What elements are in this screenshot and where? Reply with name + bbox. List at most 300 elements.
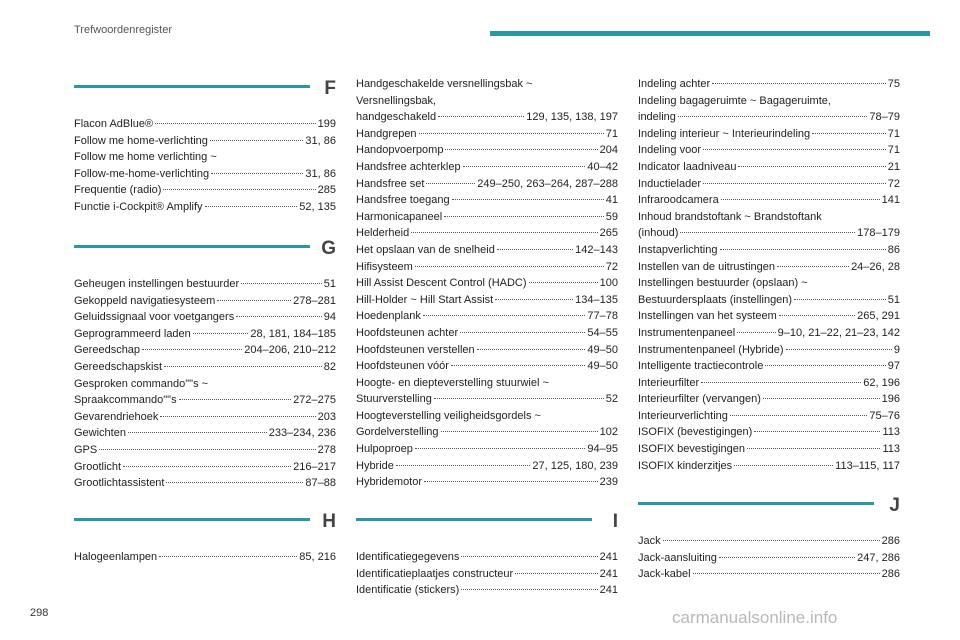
dot-leader	[411, 232, 597, 233]
section-rule	[638, 502, 874, 505]
dot-leader	[396, 465, 530, 466]
index-entry	[356, 325, 618, 342]
entry-pages: 78–79	[869, 111, 900, 124]
index-entry	[74, 475, 336, 492]
index-entry	[638, 533, 900, 550]
entry-pages: 286	[881, 535, 900, 547]
entry-pages: 204	[599, 144, 618, 157]
entry-pages: 94–95	[587, 443, 618, 456]
entry-term: Grootlicht	[74, 460, 122, 473]
entry-term: Identificatiegegevens	[356, 551, 460, 563]
dot-leader	[763, 398, 880, 399]
entry-term: Hybridemotor	[356, 476, 423, 489]
dot-leader	[241, 283, 322, 284]
dot-leader	[452, 199, 604, 200]
entry-term: ISOFIX (bevestigingen)	[638, 426, 753, 439]
entry-pages: 41	[605, 194, 618, 207]
index-entry	[638, 358, 900, 375]
entry-term: Spraakcommando""s	[74, 394, 177, 407]
index-entry	[356, 209, 618, 226]
dot-leader	[663, 540, 880, 541]
index-entry	[638, 109, 900, 126]
entry-pages: 77–78	[587, 310, 618, 323]
dot-leader	[703, 183, 886, 184]
index-entry	[356, 391, 618, 408]
dot-leader	[678, 116, 867, 117]
entry-pages: 9–10, 21–22, 21–23, 142	[777, 326, 900, 339]
dot-leader	[738, 166, 885, 167]
dot-leader	[703, 149, 886, 150]
dot-leader	[205, 206, 298, 207]
index-entry	[638, 159, 900, 176]
entry-term: Instrumentenpaneel	[638, 326, 736, 339]
entry-pages: 239	[599, 476, 618, 489]
entry-pages: 141	[881, 194, 900, 207]
watermark: carmanualsonline.info	[672, 608, 838, 627]
entry-term: Interieurverlichting	[638, 409, 728, 422]
dot-leader	[461, 556, 597, 557]
index-entry	[356, 582, 618, 599]
entry-pages: 113	[882, 426, 900, 439]
index-entry	[356, 375, 618, 392]
entry-term: Indeling interieur ~ Interieurindeling	[638, 127, 811, 140]
entry-term: Interieurfilter	[638, 376, 700, 389]
entry-term: Halogeenlampen	[74, 551, 158, 563]
entry-term: Handsfree set	[356, 177, 425, 190]
entry-term: handgeschakeld	[356, 111, 437, 124]
entries-i-continued	[638, 76, 900, 474]
entry-pages: 51	[323, 278, 336, 290]
index-entry	[74, 459, 336, 476]
entry-pages: 178–179	[857, 227, 900, 240]
dot-leader	[179, 399, 292, 400]
entry-term: Handopvoerpomp	[356, 144, 444, 157]
index-entry	[638, 441, 900, 458]
entry-pages: 31, 86	[305, 167, 336, 180]
index-entry	[356, 342, 618, 359]
index-entry	[638, 76, 900, 93]
entry-pages: 113	[882, 443, 900, 456]
entry-term: Versnellingsbak,	[356, 94, 437, 107]
section-letter-f: F	[324, 78, 336, 99]
index-column-2b	[356, 511, 618, 599]
entry-pages: 52	[605, 393, 618, 406]
dot-leader	[438, 116, 524, 117]
entry-pages: 52, 135	[299, 200, 336, 213]
dot-leader	[434, 398, 604, 399]
entry-pages: 86	[887, 243, 900, 256]
dot-leader	[719, 557, 855, 558]
dot-leader	[193, 333, 249, 334]
index-entry	[356, 126, 618, 143]
index-entry	[356, 176, 618, 193]
dot-leader	[211, 173, 303, 174]
entry-term: Gordelverstelling	[356, 426, 439, 439]
entries-f	[74, 116, 336, 216]
index-entry	[74, 166, 336, 183]
dot-leader	[754, 431, 880, 432]
entry-pages: 59	[605, 210, 618, 223]
index-entry	[638, 325, 900, 342]
entry-term: Hoedenplank	[356, 310, 421, 323]
entry-pages: 72	[887, 177, 900, 190]
entry-pages: 28, 181, 184–185	[250, 327, 336, 340]
entry-pages: 31, 86	[305, 134, 336, 147]
section-rule	[356, 518, 592, 521]
dot-leader	[779, 315, 855, 316]
entry-pages: 102	[599, 426, 618, 439]
dot-leader	[415, 266, 604, 267]
entry-pages: 71	[887, 127, 900, 140]
entry-pages: 129, 135, 138, 197	[526, 111, 618, 124]
entry-pages: 278	[317, 443, 336, 456]
index-entry	[74, 182, 336, 199]
entry-term: Hoofdsteunen achter	[356, 326, 459, 339]
index-entry	[638, 408, 900, 425]
dot-leader	[217, 300, 291, 301]
dot-leader	[166, 482, 303, 483]
entry-pages: 233–234, 236	[268, 427, 336, 440]
entry-term: Geprogrammeerd laden	[74, 327, 191, 340]
entry-term: Handgeschakelde versnellingsbak ~	[356, 78, 533, 90]
entry-term: Instellingen bestuurder (opslaan) ~	[638, 277, 808, 290]
entry-pages: 87–88	[305, 477, 336, 490]
section-letter-h: H	[322, 511, 336, 532]
dot-leader	[786, 349, 892, 350]
entries-i	[356, 549, 618, 599]
entry-term: Infraroodcamera	[638, 194, 719, 207]
entry-pages: 51	[887, 293, 900, 306]
index-column-1	[74, 78, 336, 216]
entry-term: Jack	[638, 535, 661, 547]
entry-term: indeling	[638, 111, 676, 124]
entry-pages: 54–55	[587, 326, 618, 339]
section-rule	[74, 518, 310, 521]
index-entry	[74, 342, 336, 359]
entry-pages: 247, 286	[857, 551, 900, 564]
section-header-f	[74, 78, 336, 112]
entry-pages: 204–206, 210–212	[244, 344, 336, 357]
entry-term: Het opslaan van de snelheid	[356, 243, 495, 256]
dot-leader	[423, 315, 586, 316]
entry-term: Indeling voor	[638, 144, 701, 157]
entries-j	[638, 533, 900, 583]
entries-h-continued	[356, 76, 618, 491]
index-entry	[356, 159, 618, 176]
entry-term: Indeling bagageruimte ~ Bagageruimte,	[638, 94, 831, 107]
section-letter-i: I	[612, 511, 618, 532]
index-entry	[74, 409, 336, 426]
entry-pages: 286	[881, 568, 900, 581]
entry-pages: 241	[599, 584, 618, 597]
index-column-3	[638, 72, 900, 474]
entry-term: Follow-me-home-verlichting	[74, 167, 210, 180]
entry-pages: 21	[887, 160, 900, 173]
dot-leader	[163, 189, 315, 190]
index-entry	[356, 76, 618, 93]
entry-term: Gewichten	[74, 427, 126, 440]
index-entry	[356, 408, 618, 425]
dot-leader	[99, 449, 315, 450]
dot-leader	[765, 365, 885, 366]
dot-leader	[463, 166, 586, 167]
entry-term: Hifisysteem	[356, 260, 413, 273]
dot-leader	[142, 349, 242, 350]
section-header-h	[74, 511, 336, 545]
index-entry	[638, 424, 900, 441]
index-column-3b	[638, 495, 900, 583]
entry-term: Stuurverstelling	[356, 393, 432, 406]
index-entry	[638, 342, 900, 359]
entry-term: Functie i-Cockpit® Amplify	[74, 200, 203, 213]
entries-h	[74, 549, 336, 566]
entry-term: Helderheid	[356, 227, 410, 240]
page-number: 298	[30, 607, 49, 619]
dot-leader	[444, 216, 604, 217]
dot-leader	[721, 199, 880, 200]
dot-leader	[720, 249, 886, 250]
entry-pages: 71	[605, 127, 618, 140]
dot-leader	[495, 299, 573, 300]
entry-term: Instrumentenpaneel (Hybride)	[638, 343, 784, 356]
entry-pages: 82	[323, 360, 336, 373]
entry-term: Jack-kabel	[638, 568, 691, 581]
entry-pages: 196	[881, 393, 900, 406]
index-entry	[638, 259, 900, 276]
index-entry	[638, 292, 900, 309]
dot-leader	[419, 133, 604, 134]
entry-term: Instapverlichting	[638, 243, 718, 256]
entry-pages: 72	[605, 260, 618, 273]
entry-pages: 216–217	[293, 460, 336, 473]
entry-term: Instellingen van het systeem	[638, 310, 777, 323]
section-rule	[74, 245, 310, 248]
dot-leader	[445, 149, 597, 150]
dot-leader	[730, 415, 868, 416]
index-column-1b	[74, 238, 336, 492]
entry-term: Intelligente tractiecontrole	[638, 360, 764, 373]
index-entry	[638, 225, 900, 242]
index-entry	[638, 176, 900, 193]
index-entry	[356, 441, 618, 458]
index-entry	[74, 326, 336, 343]
entry-term: Hoogte- en diepteverstelling stuurwiel ~	[356, 376, 549, 389]
entry-pages: 62, 196	[863, 376, 900, 389]
entries-g	[74, 276, 336, 492]
entry-pages: 49–50	[587, 360, 618, 373]
entry-term: Geheugen instellingen bestuurder	[74, 278, 240, 290]
entry-term: Handgrepen	[356, 127, 417, 140]
entry-pages: 265, 291	[857, 310, 900, 323]
entry-term: Follow me home-verlichting	[74, 134, 208, 147]
entry-term: Indeling achter	[638, 78, 711, 90]
dot-leader	[128, 432, 267, 433]
running-header-title: Trefwoordenregister	[74, 24, 173, 36]
entry-term: (inhoud)	[638, 227, 679, 240]
index-entry	[638, 458, 900, 475]
index-entry	[638, 192, 900, 209]
dot-leader	[794, 299, 886, 300]
dot-leader	[734, 465, 833, 466]
entry-pages: 24–26, 28	[851, 260, 900, 273]
dot-leader	[515, 573, 597, 574]
entry-term: Jack-aansluiting	[638, 551, 717, 564]
index-entry	[74, 293, 336, 310]
entry-term: Gekoppeld navigatiesysteem	[74, 294, 216, 307]
index-entry	[356, 109, 618, 126]
index-entry	[74, 425, 336, 442]
dot-leader	[529, 282, 598, 283]
index-entry	[638, 126, 900, 143]
entry-pages: 203	[317, 410, 336, 423]
entry-pages: 75–76	[869, 409, 900, 422]
section-letter-g: G	[321, 238, 336, 259]
index-entry	[74, 549, 336, 566]
entry-term: ISOFIX kinderzitjes	[638, 459, 733, 472]
entry-pages: 265	[599, 227, 618, 240]
index-entry	[356, 292, 618, 309]
entry-term: Gevarendriehoek	[74, 410, 159, 423]
entry-term: Gereedschap	[74, 344, 141, 357]
index-entry	[638, 550, 900, 567]
entry-term: Identificatieplaatjes constructeur	[356, 567, 514, 580]
dot-leader	[712, 83, 886, 84]
entry-pages: 40–42	[587, 160, 618, 173]
entry-term: Hill Assist Descent Control (HADC)	[356, 277, 527, 290]
dot-leader	[737, 332, 775, 333]
entry-term: Hulpoproep	[356, 443, 413, 456]
dot-leader	[693, 573, 880, 574]
index-entry	[74, 199, 336, 216]
entry-pages: 75	[887, 78, 900, 90]
dot-leader	[812, 133, 886, 134]
entry-term: Hybride	[356, 459, 394, 472]
dot-leader	[210, 140, 304, 141]
entry-pages: 100	[599, 277, 618, 290]
dot-leader	[123, 466, 291, 467]
entry-term: Bestuurdersplaats (instellingen)	[638, 293, 793, 306]
dot-leader	[415, 448, 586, 449]
index-entry	[356, 424, 618, 441]
dot-leader	[680, 232, 855, 233]
dot-leader	[701, 382, 861, 383]
dot-leader	[424, 481, 598, 482]
entry-term: Gesproken commando""s ~	[74, 377, 209, 390]
entry-term: Indicator laadniveau	[638, 160, 737, 173]
dot-leader	[160, 416, 315, 417]
entry-pages: 241	[599, 551, 618, 563]
index-entry	[638, 93, 900, 110]
index-entry	[356, 308, 618, 325]
entry-term: Frequentie (radio)	[74, 184, 162, 197]
entry-term: Flacon AdBlue®	[74, 118, 154, 130]
section-letter-j: J	[889, 495, 900, 516]
index-entry	[74, 442, 336, 459]
entry-term: Instellen van de uitrustingen	[638, 260, 775, 273]
entry-term: Inhoud brandstoftank ~ Brandstoftank	[638, 210, 822, 223]
dot-leader	[477, 349, 586, 350]
entry-term: Hoofdsteunen verstellen	[356, 343, 475, 356]
index-entry	[638, 209, 900, 226]
index-entry	[74, 359, 336, 376]
index-entry	[356, 93, 618, 110]
dot-leader	[441, 431, 598, 432]
entry-term: Hoogteverstelling veiligheidsgordels ~	[356, 409, 541, 422]
entry-term: Interieurfilter (vervangen)	[638, 393, 761, 406]
entry-term: Inductielader	[638, 177, 701, 190]
index-entry	[356, 458, 618, 475]
index-entry	[356, 259, 618, 276]
entry-pages: 94	[323, 311, 336, 324]
index-entry	[356, 192, 618, 209]
index-entry	[74, 133, 336, 150]
index-column-1c	[74, 511, 336, 566]
entry-pages: 27, 125, 180, 239	[532, 459, 618, 472]
dot-leader	[426, 183, 475, 184]
dot-leader	[497, 249, 573, 250]
index-entry	[638, 566, 900, 583]
index-entry	[74, 149, 336, 166]
index-entry	[356, 142, 618, 159]
dot-leader	[164, 366, 322, 367]
entry-pages: 97	[887, 360, 900, 373]
section-header-j	[638, 495, 900, 529]
dot-leader	[777, 266, 849, 267]
index-column-2	[356, 72, 618, 491]
entry-term: Harmonicapaneel	[356, 210, 443, 223]
entry-term: ISOFIX bevestigingen	[638, 443, 746, 456]
dot-leader	[461, 589, 597, 590]
index-entry	[74, 309, 336, 326]
entry-term: Handsfree toegang	[356, 194, 450, 207]
entry-pages: 241	[599, 567, 618, 580]
index-entry	[638, 242, 900, 259]
index-entry	[74, 116, 336, 133]
index-entry	[356, 566, 618, 583]
index-entry	[356, 358, 618, 375]
index-entry	[356, 275, 618, 292]
entry-pages: 249–250, 263–264, 287–288	[477, 177, 618, 190]
index-entry	[356, 474, 618, 491]
entry-term: Gereedschapskist	[74, 360, 163, 373]
entry-term: Geluidssignaal voor voetgangers	[74, 311, 235, 324]
entry-pages: 142–143	[575, 243, 618, 256]
entry-term: Handsfree achterklep	[356, 160, 461, 173]
entry-pages: 199	[317, 118, 336, 130]
entry-term: Follow me home verlichting ~	[74, 151, 217, 164]
entry-pages: 278–281	[293, 294, 336, 307]
entry-pages: 9	[893, 343, 900, 356]
entry-term: Hoofdsteunen vóór	[356, 360, 449, 373]
index-entry	[638, 275, 900, 292]
entry-term: Identificatie (stickers)	[356, 584, 460, 597]
entry-term: GPS	[74, 443, 98, 456]
index-entry	[638, 375, 900, 392]
index-entry	[74, 376, 336, 393]
entry-pages: 134–135	[575, 293, 618, 306]
dot-leader	[747, 448, 880, 449]
section-rule	[74, 85, 310, 88]
index-entry	[638, 142, 900, 159]
section-header-g	[74, 238, 336, 272]
section-header-i	[356, 511, 618, 545]
entry-pages: 49–50	[587, 343, 618, 356]
index-entry	[356, 549, 618, 566]
index-entry	[74, 392, 336, 409]
index-entry	[356, 242, 618, 259]
index-entry	[74, 276, 336, 293]
dot-leader	[155, 123, 316, 124]
